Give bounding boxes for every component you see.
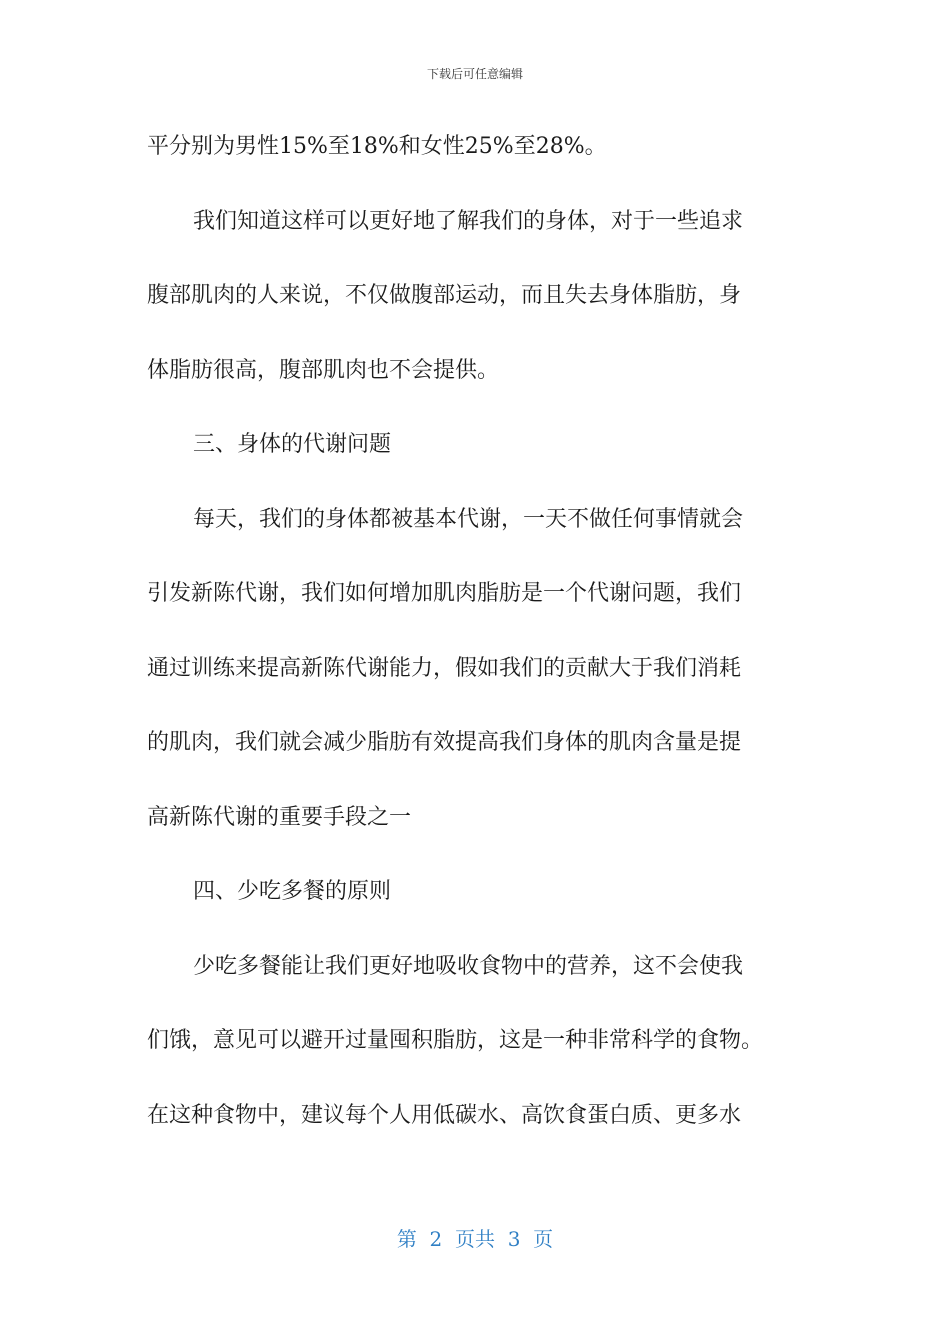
document-body	[147, 129, 807, 1172]
body-line: 平分别为男性15%至18%和女性25%至28%。	[147, 134, 607, 159]
body-line: 我们知道这样可以更好地了解我们的身体，对于一些追求	[193, 208, 744, 234]
section-heading: 三、身体的代谢问题	[193, 432, 392, 457]
body-line: 的肌肉，我们就会减少脂肪有效提高我们身体的肌肉含量是提	[147, 730, 742, 755]
body-line: 每天，我们的身体都被基本代谢，一天不做任何事情就会	[193, 506, 744, 532]
section-heading: 四、少吃多餐的原则	[193, 879, 392, 904]
body-line: 体脂肪很高，腹部肌肉也不会提供。	[147, 357, 500, 383]
body-line: 腹部肌肉的人来说，不仅做腹部运动，而且失去身体脂肪，身	[147, 283, 742, 308]
body-line: 在这种食物中，建议每个人用低碳水、高饮食蛋白质、更多水	[147, 1102, 742, 1128]
body-line: 们饿，意见可以避开过量囤积脂肪，这是一种非常科学的食物。	[147, 1028, 764, 1053]
page-number-footer: 第 2 页共 3 页	[396, 1227, 554, 1251]
body-line: 少吃多餐能让我们更好地吸收食物中的营养，这不会使我	[193, 953, 744, 979]
body-line: 高新陈代谢的重要手段之一	[147, 804, 412, 830]
page-header: 下载后可任意编辑	[426, 67, 523, 81]
body-line: 通过训练来提高新陈代谢能力，假如我们的贡献大于我们消耗	[147, 655, 742, 681]
body-line: 引发新陈代谢，我们如何增加肌肉脂肪是一个代谢问题，我们	[147, 581, 742, 606]
